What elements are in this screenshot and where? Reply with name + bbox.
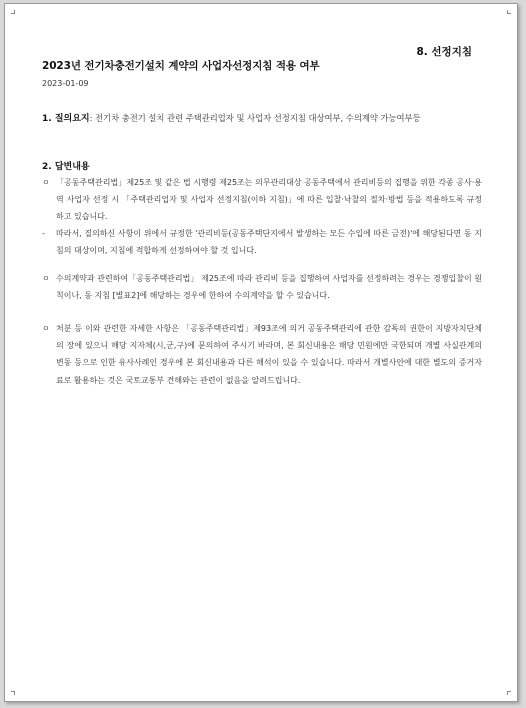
answer-item (42, 320, 482, 389)
crop-mark-top-right (507, 10, 511, 14)
crop-mark-bottom-left (11, 691, 15, 695)
bullet-marker: ㅇ (42, 178, 50, 187)
bullet-marker: ㅇ (42, 324, 50, 333)
answer-item-text: 수의계약과 관련하여「공동주택관리법」 제25조에 따라 관리비 등을 집행하여 사업자를 선정하려는 경우는 경쟁입찰이 원칙이나, 동 지침 [별표2]에 해당하는 경우에 한하여 수의계약을 할 수 있습니다. (56, 274, 482, 301)
question-label: 1. 질의요지 (42, 114, 90, 124)
answer-item (42, 174, 482, 226)
bullet-marker: ㅇ (42, 274, 50, 283)
document-title: 2023년 전기차충전기설치 계약의 사업자선정지침 적용 여부 (42, 60, 320, 72)
section-tag: 8. 선정지침 (416, 46, 472, 58)
dash-marker: - (42, 229, 45, 238)
answer-subitem (42, 225, 482, 259)
answer-heading: 2. 답변내용 (42, 162, 90, 172)
answer-item-text: 처분 등 이와 관련한 자세한 사항은 「공동주택관리법」제93조에 의거 공동주택관리에 관한 감독의 권한이 지방자치단체의 장에 있으니 해당 지자체(시,군,구)에 문의하여 주시기 바라며, 본 회신내용은 해당 민원에만 국한되며 개별 사실관계의 변동 등으로 인한 유사사례인 경우에 본 회신내용과 다른 해석이 있을 수 있습니다. 따라서 개별사안에 대한 별도의 증거자료로 활용하는 것은 국토교통부 견해와는 관련이 없음을 알려드립니다. (56, 324, 482, 385)
document-page (4, 3, 518, 702)
question-text: : 전기차 충전기 설치 관련 주택관리업자 및 사업자 선정지침 대상여부, 수의계약 가능여부등 (89, 113, 421, 123)
answer-item-text: 「공동주택관리법」제25조 및 같은 법 시행령 제25조는 의무관리대상 공동주택에서 관리비등의 집행을 위한 각종 공사·용역 사업자 선정 시 「주택관리업자 및 사업자 선정지침(이하 지침)」에 따른 입찰·낙찰의 절차·방법 등을 적용하도록 규정하고 있습니다. (56, 178, 482, 222)
crop-mark-top-left (11, 10, 15, 14)
question-summary (42, 111, 482, 127)
answer-subitem-text: 따라서, 질의하신 사항이 위에서 규정한 '관리비등(공동주택단지에서 발생하는 모든 수입에 따른 금전)'에 해당된다면 동 지침의 대상이며, 지침에 적합하게 선정하여야 할 것 입니다. (56, 229, 482, 256)
crop-mark-bottom-right (507, 691, 511, 695)
document-date: 2023-01-09 (42, 79, 89, 88)
answer-item (42, 270, 482, 304)
